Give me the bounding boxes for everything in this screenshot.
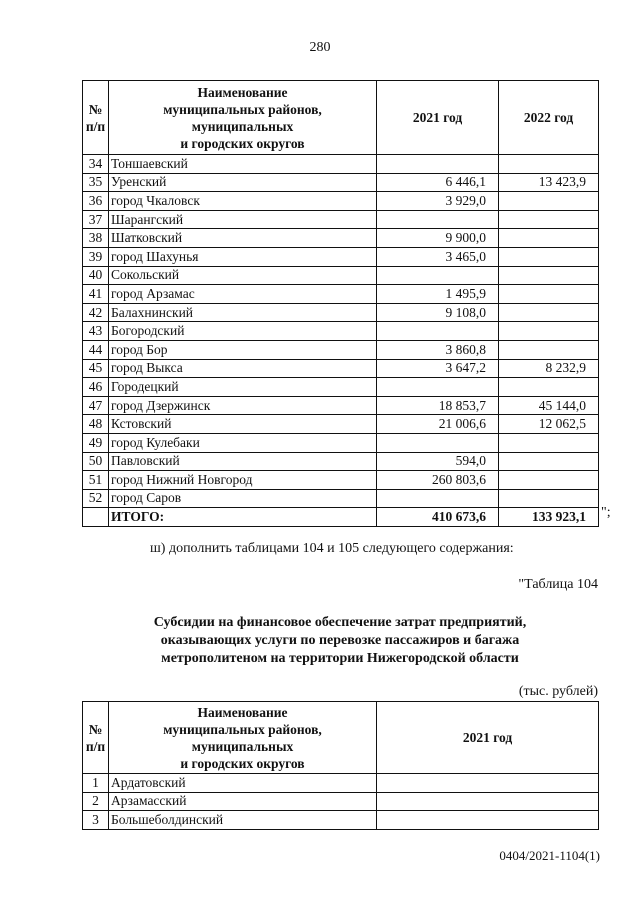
value-2022 xyxy=(499,229,599,248)
row-number: 3 xyxy=(83,811,109,830)
total-number-cell xyxy=(83,508,109,527)
table-row xyxy=(83,322,599,341)
value-2021 xyxy=(377,155,499,174)
table-row xyxy=(83,471,599,490)
value-2021: 18 853,7 xyxy=(377,396,499,415)
total-row xyxy=(83,508,599,527)
header-number xyxy=(83,702,109,774)
header-number xyxy=(83,81,109,155)
row-number: 40 xyxy=(83,266,109,285)
value-2022 xyxy=(499,378,599,397)
district-name: Шатковский xyxy=(109,229,377,248)
header-name-line: муниципальных xyxy=(191,738,294,754)
header-name xyxy=(109,81,377,155)
header-name-line: муниципальных районов, xyxy=(163,101,322,117)
district-name: Ардатовский xyxy=(109,774,377,793)
row-number: 49 xyxy=(83,433,109,452)
value-2022 xyxy=(499,192,599,211)
row-number: 42 xyxy=(83,303,109,322)
value-2021: 21 006,6 xyxy=(377,415,499,434)
value-2021 xyxy=(377,792,599,811)
closing-quote-mark: "; xyxy=(601,505,611,520)
value-2021: 594,0 xyxy=(377,452,499,471)
header-name xyxy=(109,702,377,774)
header-2021: 2021 год xyxy=(377,81,499,155)
table-row xyxy=(83,359,599,378)
title-line: метрополитеном на территории Нижегородской области xyxy=(161,651,519,666)
value-2022 xyxy=(499,340,599,359)
value-2022: 12 062,5 xyxy=(499,415,599,434)
table-row xyxy=(83,774,599,793)
row-number: 47 xyxy=(83,396,109,415)
district-name: Арзамасский xyxy=(109,792,377,811)
value-2021 xyxy=(377,489,499,508)
value-2022 xyxy=(499,303,599,322)
district-name: Большеболдинский xyxy=(109,811,377,830)
value-2021: 3 929,0 xyxy=(377,192,499,211)
header-number-symbol: № xyxy=(88,101,103,117)
table-row xyxy=(83,415,599,434)
title-line: оказывающих услуги по перевозке пассажиров и багажа xyxy=(160,633,520,648)
table-row xyxy=(83,340,599,359)
table-row xyxy=(83,285,599,304)
value-2022 xyxy=(499,471,599,490)
subsidy-table-continued xyxy=(82,80,599,527)
units-note: (тыс. рублей) xyxy=(518,684,598,699)
header-number-abbrev: п/п xyxy=(85,738,106,754)
title-line: Субсидии на финансовое обеспечение затрат предприятий, xyxy=(153,615,527,630)
table-label: "Таблица 104 xyxy=(518,577,598,592)
value-2021: 260 803,6 xyxy=(377,471,499,490)
row-number: 36 xyxy=(83,192,109,211)
value-2021 xyxy=(377,774,599,793)
district-name: город Выкса xyxy=(109,359,377,378)
row-number: 39 xyxy=(83,247,109,266)
district-name: город Нижний Новгород xyxy=(109,471,377,490)
value-2021: 3 647,2 xyxy=(377,359,499,378)
value-2021 xyxy=(377,378,499,397)
header-name-line: и городских округов xyxy=(180,755,305,771)
value-2021: 9 900,0 xyxy=(377,229,499,248)
row-number: 44 xyxy=(83,340,109,359)
district-name: Павловский xyxy=(109,452,377,471)
row-number: 41 xyxy=(83,285,109,304)
total-label: ИТОГО: xyxy=(109,508,377,527)
value-2022 xyxy=(499,155,599,174)
page-number: 280 xyxy=(309,40,331,55)
value-2021 xyxy=(377,210,499,229)
row-number: 34 xyxy=(83,155,109,174)
district-name: город Бор xyxy=(109,340,377,359)
row-number: 43 xyxy=(83,322,109,341)
value-2022 xyxy=(499,247,599,266)
table-title xyxy=(82,614,598,668)
district-name: Городецкий xyxy=(109,378,377,397)
header-name-line: Наименование xyxy=(197,84,288,100)
value-2021 xyxy=(377,433,499,452)
table-row xyxy=(83,229,599,248)
value-2021: 9 108,0 xyxy=(377,303,499,322)
district-name: город Саров xyxy=(109,489,377,508)
value-2022 xyxy=(499,285,599,304)
row-number: 1 xyxy=(83,774,109,793)
value-2022 xyxy=(499,266,599,285)
amendment-instruction: ш) дополнить таблицами 104 и 105 следующего содержания: xyxy=(150,541,514,556)
row-number: 35 xyxy=(83,173,109,192)
table-row xyxy=(83,192,599,211)
district-name: Тоншаевский xyxy=(109,155,377,174)
value-2021 xyxy=(377,266,499,285)
header-2021: 2021 год xyxy=(377,702,599,774)
row-number: 37 xyxy=(83,210,109,229)
value-2021 xyxy=(377,811,599,830)
value-2022 xyxy=(499,489,599,508)
table-row xyxy=(83,378,599,397)
table-row xyxy=(83,210,599,229)
district-name: Балахнинский xyxy=(109,303,377,322)
value-2021: 6 446,1 xyxy=(377,173,499,192)
value-2022 xyxy=(499,210,599,229)
value-2021 xyxy=(377,322,499,341)
value-2021: 3 465,0 xyxy=(377,247,499,266)
subsidy-table-104 xyxy=(82,701,599,830)
header-number-abbrev: п/п xyxy=(85,118,106,134)
value-2022 xyxy=(499,322,599,341)
header-name-line: и городских округов xyxy=(180,135,305,151)
value-2022: 45 144,0 xyxy=(499,396,599,415)
table-row xyxy=(83,433,599,452)
table-row xyxy=(83,173,599,192)
row-number: 46 xyxy=(83,378,109,397)
district-name: Уренский xyxy=(109,173,377,192)
row-number: 38 xyxy=(83,229,109,248)
table-row xyxy=(83,792,599,811)
district-name: город Арзамас xyxy=(109,285,377,304)
table-row xyxy=(83,266,599,285)
table-row xyxy=(83,247,599,266)
header-name-line: Наименование xyxy=(197,704,288,720)
row-number: 50 xyxy=(83,452,109,471)
table-row xyxy=(83,396,599,415)
district-name: город Чкаловск xyxy=(109,192,377,211)
district-name: город Дзержинск xyxy=(109,396,377,415)
row-number: 52 xyxy=(83,489,109,508)
row-number: 51 xyxy=(83,471,109,490)
row-number: 45 xyxy=(83,359,109,378)
district-name: Богородский xyxy=(109,322,377,341)
value-2021: 3 860,8 xyxy=(377,340,499,359)
district-name: Шарангский xyxy=(109,210,377,229)
value-2022 xyxy=(499,452,599,471)
total-2021: 410 673,6 xyxy=(377,508,499,527)
table-row xyxy=(83,303,599,322)
table-row xyxy=(83,489,599,508)
table-row xyxy=(83,811,599,830)
district-name: город Кулебаки xyxy=(109,433,377,452)
row-number: 48 xyxy=(83,415,109,434)
table-row xyxy=(83,452,599,471)
row-number: 2 xyxy=(83,792,109,811)
district-name: город Шахунья xyxy=(109,247,377,266)
total-2022: 133 923,1 xyxy=(499,508,599,527)
value-2022: 8 232,9 xyxy=(499,359,599,378)
header-number-symbol: № xyxy=(88,721,103,737)
district-name: Кстовский xyxy=(109,415,377,434)
value-2021: 1 495,9 xyxy=(377,285,499,304)
document-code: 0404/2021-1104(1) xyxy=(499,848,600,863)
value-2022: 13 423,9 xyxy=(499,173,599,192)
district-name: Сокольский xyxy=(109,266,377,285)
value-2022 xyxy=(499,433,599,452)
header-name-line: муниципальных xyxy=(191,118,294,134)
table-row xyxy=(83,155,599,174)
header-2022: 2022 год xyxy=(499,81,599,155)
header-name-line: муниципальных районов, xyxy=(163,721,322,737)
